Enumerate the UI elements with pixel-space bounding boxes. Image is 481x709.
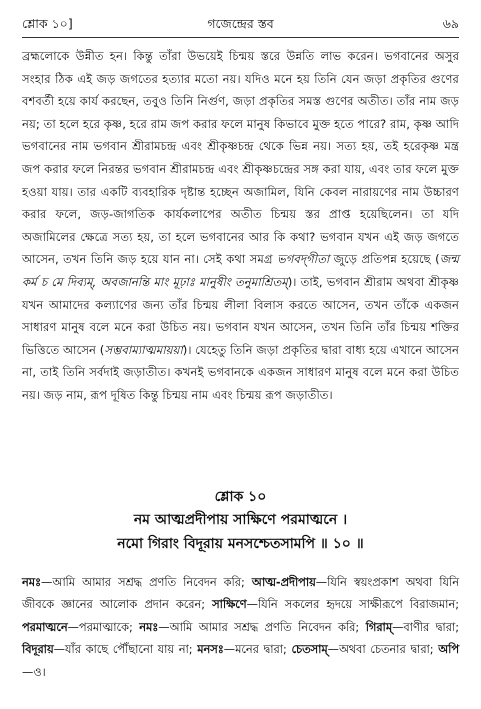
header-chapter-title: গজেন্দ্রের স্তব (207, 16, 274, 31)
synonym-term: পরমাত্মনে (22, 620, 68, 634)
synonym-term: নমঃ (22, 576, 42, 589)
synonym-term: চেতসাম্‌ (291, 643, 328, 657)
purport-text (22, 45, 459, 407)
page-number: ৬৯ (442, 16, 459, 31)
synonym-term: বিদূরায় (22, 643, 54, 657)
synonym-meaning: —বাণীর দ্বারা; (392, 620, 460, 634)
running-header (22, 14, 459, 34)
gita-quote: সম্ভবাম্যাত্মমায়য়া (104, 342, 183, 357)
synonym-meaning: —ও। (22, 665, 46, 679)
gita-quote: জন্ম কর্ম চ মে দিব্যম্‌, অবজানন্তি মাং মূঢ়াঃ মানুষীং তনুমাশ্রিতম্‌ (22, 252, 459, 289)
verse-line-2: নমো গিরাং বিদূরায় মনসশ্চেতসামপি ॥ ১০ ॥ (117, 536, 364, 552)
purport-text-part: জুড়ে প্রতিপন্ন হয়েছে ( (329, 252, 440, 267)
synonym-meaning: —যাঁর কাছে পৌঁছানো যায় না; (53, 643, 198, 657)
synonym-term: সাক্ষিণে (212, 598, 247, 612)
verse-block (22, 486, 459, 556)
header-verse-ref: শ্লোক ১০] (22, 16, 73, 31)
synonym-term: অপি (438, 643, 459, 657)
verse-title: শ্লোক ১০ (214, 489, 267, 505)
synonym-meaning: —আমি আমার সশ্রদ্ধ প্রণতি নিবেদন করি; (41, 576, 252, 589)
synonym-meaning: —মনের দ্বারা; (223, 643, 292, 657)
header-rule (22, 37, 459, 38)
synonym-term: মনসঃ (197, 643, 224, 657)
synonym-meaning: —আমি আমার সশ্রদ্ধ প্রণতি নিবেদন করি; (158, 620, 366, 634)
synonym-meaning: —যিনি স্বয়ংপ্রকাশ অথবা যিনি জীবকে জ্ঞানের আলোক প্রদান করেন; (22, 576, 460, 612)
purport-text-part: )। তাই, ভগবান শ্রীরাম অথবা শ্রীকৃষ্ণ যখন আমাদের কল্যাণের জন্য তাঁর চিন্ময় লীলা বিলাস করতে আসেন, তখন তাঁকে একজন সাধারণ মানুষ বলে মনে করা উচিত নয়। ভগবান যখন আসেন, তখন তিনি তাঁর চিন্ময় শক্তির ভিত্তিতে আসেন ( (22, 274, 459, 357)
purport-paragraph (22, 45, 459, 407)
synonyms-section (22, 572, 459, 684)
book-title-italic: ভগবদ্‌গীতা (277, 252, 330, 267)
synonym-meaning: —পরমাত্মাকে; (67, 620, 140, 634)
verse-line-1: নম আত্মপ্রদীপায় সাক্ষিণে পরমাত্মনে । (133, 512, 348, 528)
purport-text-part: ব্রহ্মলোকে উন্নীত হন। কিন্তু তাঁরা উভয়েই চিন্ময় স্তরে উন্নতি লাভ করেন। ভগবানের অসুর সংহার ঠিক এই জড় জগতের হত্যার মতো নয়। যদিও মনে হয় তিনি যেন জড়া প্রকৃতির গুণের বশবর্তী হয়ে কার্য করছেন, তবুও তিনি নির্গুণ, জড়া প্রকৃতির সমস্ত গুণের অতীত। তাঁর নাম জড় নয়; তা হলে হরে কৃষ্ণ, হরে রাম জপ করার ফলে মানুষ কিভাবে মুক্ত হতে পারে? রাম, কৃষ্ণ আদি ভগবানের নাম ভগবান শ্রীরামচন্দ্র এবং শ্রীকৃষ্ণচন্দ্র থেকে ভিন্ন নয়। সত্য হয়, তই হরেকৃষ্ণ মন্ত্র জপ করার ফলে নিরন্তর ভগবান শ্রীরামচন্দ্র এবং শ্রীকৃষ্ণচন্দ্রের সঙ্গ করা যায়, এবং তার ফলে মুক্ত হওয়া যায়। তার একটি ব্যবহারিক দৃষ্টান্ত হচ্ছেন অজামিল, যিনি কেবল নারায়ণের নাম উচ্চারণ করার ফলে, জড়-জাগতিক কার্যকলাপের অতীত চিন্ময় স্তর প্রাপ্ত হয়েছিলেন। তা যদি অজামিলের ক্ষেত্রে সত্য হয়, তা হলে ভগবানের আর কি কথা? ভগবান যখন এই জড় জগতে আসেন, তখন তিনি জড় হয়ে যান না। সেই কথা সমগ্র (22, 49, 459, 267)
synonyms-paragraph (22, 572, 459, 684)
synonym-term: গিরাম্‌ (365, 620, 393, 634)
synonym-term: আত্ম-প্রদীপায় (251, 576, 316, 589)
synonym-term: নমঃ (139, 620, 159, 634)
purport-text-part: )। যেহেতু তিনি জড়া প্রকৃতির দ্বারা বাধ্য হয়ে এখানে আসেন না, তাই তিনি সর্বদাই জড়াতীত। কখনই ভগবানকে একজন সাধারণ মানুষ বলে মনে করা উচিত নয়। জড় নাম, রূপ দূষিত কিন্তু চিন্ময় নাম এবং চিন্ময় রূপ জড়াতীত। (22, 342, 459, 402)
synonym-meaning: —অথবা চেতনার দ্বারা; (327, 643, 439, 657)
synonym-meaning: —যিনি সকলের হৃদয়ে সাক্ষীরূপে বিরাজমান; (246, 598, 459, 612)
